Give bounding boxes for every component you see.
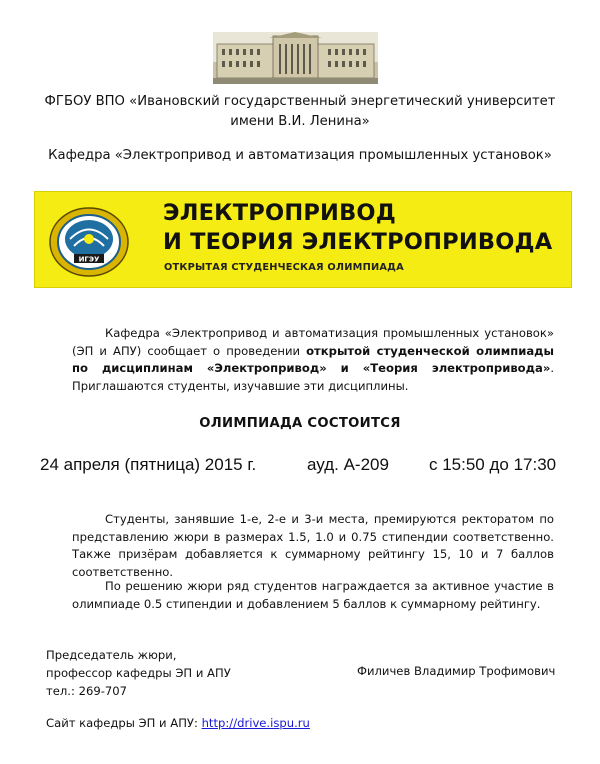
intro-paragraph — [72, 325, 554, 395]
ispu-logo-icon — [48, 206, 130, 278]
participation-paragraph — [72, 578, 554, 613]
department-name: Кафедра «Электропривод и автоматизация промышленных установок» — [48, 148, 552, 163]
site-link[interactable]: http://drive.ispu.ru — [201, 716, 310, 730]
participation-text: По решению жюри ряд студентов награждается за активное участие в олимпиаде 0.5 стипендии и добавлением 5 баллов к суммарному рейтингу. — [72, 579, 554, 611]
jury-chair-position: профессор кафедры ЭП и АПУ — [46, 666, 231, 680]
intro-bold-text: открытой студенческой олимпиады по дисциплинам «Электропривод» и «Теория электропривода» — [72, 343, 554, 376]
site-label: Сайт кафедры ЭП и АПУ: — [46, 716, 202, 730]
banner-title-line-2: И ТЕОРИЯ ЭЛЕКТРОПРИВОДА — [163, 229, 553, 255]
university-line-1: ФГБОУ ВПО «Ивановский государственный энергетический университет — [44, 94, 556, 109]
announcement-heading: ОЛИМПИАДА СОСТОИТСЯ — [199, 416, 401, 431]
university-name — [0, 92, 600, 132]
banner-title — [163, 199, 552, 257]
banner-subtitle: ОТКРЫТАЯ СТУДЕНЧЕСКАЯ ОЛИМПИАДА — [164, 262, 404, 273]
jury-chair-name: Филичев Владимир Трофимович — [357, 664, 556, 678]
banner-title-line-1: ЭЛЕКТРОПРИВОД — [163, 200, 396, 226]
event-date: 24 апреля (пятница) 2015 г. — [40, 455, 257, 474]
jury-chair-title: Председатель жюри, — [46, 648, 177, 662]
prizes-text: Студенты, занявшие 1-е, 2-е и 3-и места, премируются ректоратом по представлению жюри в размерах 1.5, 1.0 и 0.75 стипендии соответственно. Также призёрам добавляется к суммарному рейтингу 15, 10 и 7 баллов соответственно. — [72, 512, 554, 579]
intro-text-part-1: Кафедра «Электропривод и автоматизация промышленных установок» (ЭП и АПУ) сообщает о проведении — [72, 326, 554, 358]
logo-text: ИГЭУ — [78, 255, 100, 264]
intro-text-part-2: . Приглашаются студенты, изучавшие эти дисциплины. — [72, 361, 554, 393]
prizes-paragraph — [72, 511, 554, 581]
event-room: ауд. А-209 — [307, 455, 389, 474]
event-time: с 15:50 до 17:30 — [429, 455, 557, 474]
jury-chair-block — [46, 646, 231, 700]
event-details-line — [40, 455, 560, 479]
university-line-2: имени В.И. Ленина» — [230, 114, 370, 129]
department-site — [46, 716, 310, 730]
jury-chair-phone: тел.: 269-707 — [46, 684, 128, 698]
university-building-icon — [213, 32, 378, 84]
